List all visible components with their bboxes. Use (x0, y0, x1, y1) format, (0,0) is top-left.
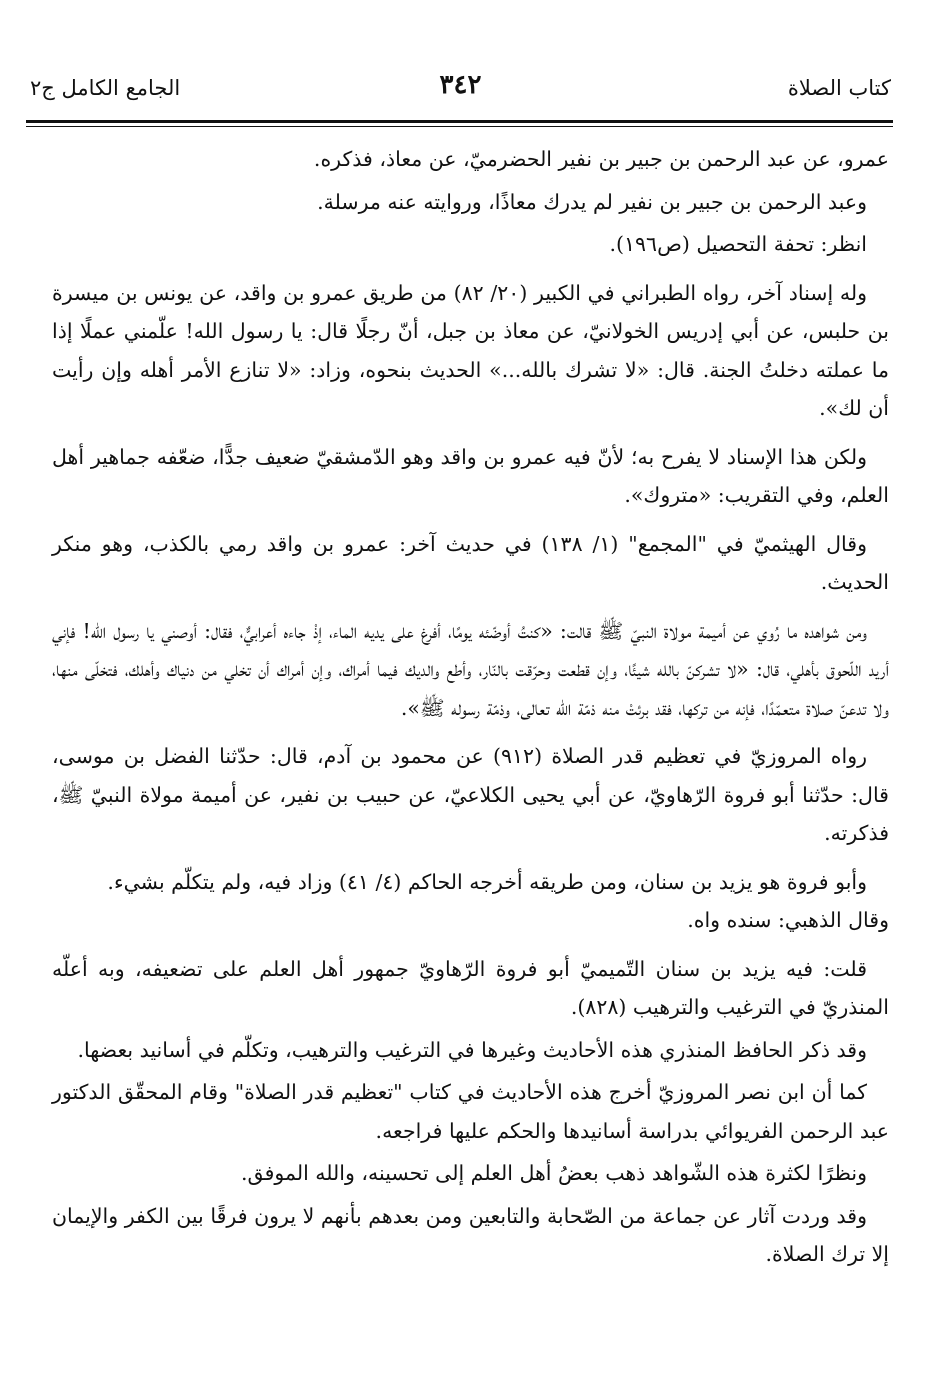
page-number: ٣٤٢ (439, 70, 482, 100)
paragraph: وقال الذهبي: سنده واه. (687, 908, 889, 932)
paragraph: ومن شواهده ما رُوي عن أميمة مولاة النبيّ ﷺ قالت: «كنتُ أوضّئه يومًا، أفرغ على يديه الماء، إذْ جاءه أعرابيٌّ، فقال: أوصني يا رسول الله! فإني أريد اللّحوق بأهلي، قال: «لا تشركنّ بالله شيئًا، وإن قطعت وحرّقت بالنّار، وأطع والديك فيما أمراك، وإن أمراك أن تخلي من دنياك وأهلك، فتخلّى منها، ولا تدعنّ صلاة متعمّدًا، فإنه من تركها، فقد برئتْ منه ذمّة الله تعالى، وذمّة رسوله ﷺ». (52, 618, 889, 720)
paragraph: انظر: تحفة التحصيل (ص١٩٦). (609, 232, 867, 256)
paragraph: وقال الهيثميّ في "المجمع" (١/ ١٣٨) في حديث آخر: عمرو بن واقد رمي بالكذب، وهو منكر الحديث. (52, 531, 889, 594)
paragraph: ونظرًا لكثرة هذه الشّواهد ذهب بعضُ أهل العلم إلى تحسينه، والله الموفق. (240, 1161, 867, 1185)
paragraph: عمرو، عن عبد الرحمن بن جبير بن نفير الحضرميّ، عن معاذ، فذكره. (313, 147, 889, 171)
paragraph: كما أن ابن نصر المروزيّ أخرج هذه الأحاديث في كتاب "تعظيم قدر الصلاة" وقام المحقّق الدكتور عبد الرحمن الفريوائي بدراسة أسانيدها والحكم عليها فراجعه. (52, 1080, 889, 1143)
paragraph: وأبو فروة هو يزيد بن سنان، ومن طريقه أخرجه الحاكم (٤/ ٤١) وزاد فيه، ولم يتكلّم بشيء. (107, 869, 867, 894)
page-body (52, 140, 889, 1274)
chapter-title: كتاب الصلاة (787, 76, 891, 100)
book-title: الجامع الكامل ج٢ (30, 76, 181, 100)
paragraph: وعبد الرحمن بن جبير بن نفير لم يدرك معاذًا، وروايته عنه مرسلة. (317, 189, 867, 214)
paragraph: وقد ذكر الحافظ المنذري هذه الأحاديث وغيرها في الترغيب والترهيب، وتكلّم في أسانيد بعضها. (77, 1037, 867, 1062)
paragraph: رواه المروزيّ في تعظيم قدر الصلاة (٩١٢) عن محمود بن آدم، قال: حدّثنا الفضل بن موسى، قال: حدّثنا أبو فروة الرّهاويّ، عن أبي يحيى الكلاعيّ، عن حبيب بن نفير، عن أميمة مولاة النبيّ ﷺ، فذكرته. (52, 744, 889, 845)
paragraph: ولكن هذا الإسناد لا يفرح به؛ لأنّ فيه عمرو بن واقد وهو الدّمشقيّ ضعيف جدًّا، ضعّفه جماهير أهل العلم، وفي التقريب: «متروك». (52, 444, 889, 507)
header-rule-thick (26, 120, 893, 123)
paragraph: قلت: فيه يزيد بن سنان التّميميّ أبو فروة الرّهاويّ جمهور أهل العلم على تضعيفه، وبه أعلّه المنذريّ في الترغيب والترهيب (٨٢٨). (52, 956, 889, 1019)
paragraph: وله إسناد آخر، رواه الطبراني في الكبير (٢٠/ ٨٢) من طريق عمرو بن واقد، عن يونس بن ميسرة بن حلبس، عن أبي إدريس الخولانيّ، عن معاذ بن جبل، أنّ رجلًا قال: يا رسول الله! علّمني عملًا إذا ما عملته دخلتُ الجنة. قال: «لا تشرك بالله...» الحديث بنحوه، وزاد: «لا تنازع الأمر أهله وإن رأيت أن لك». (52, 280, 890, 420)
paragraph: وقد وردت آثار عن جماعة من الصّحابة والتابعين ومن بعدهم بأنهم لا يرون فرقًا بين الكفر والإيمان إلا ترك الصلاة. (52, 1203, 889, 1266)
page-header (30, 68, 891, 110)
header-rule-thin (26, 126, 893, 127)
